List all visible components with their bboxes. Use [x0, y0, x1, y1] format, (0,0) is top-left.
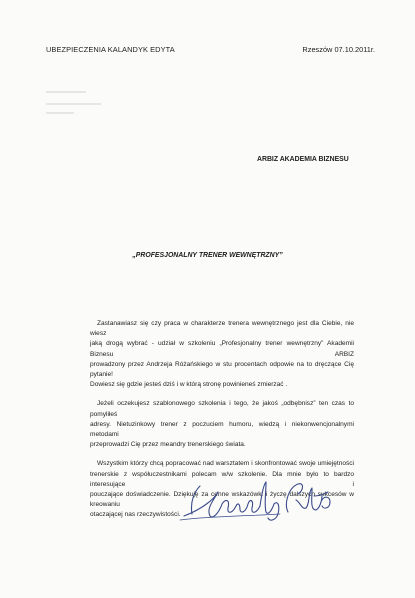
paragraph-1 — [90, 319, 354, 390]
text-line: Dowiesz się gdzie jesteś dziś i w którą stronę powinieneś zmierzać . — [90, 381, 288, 389]
text-line: przeprowadzi Cię przez meandry trenerskiego świata. — [90, 441, 246, 449]
text-line: otaczającej nas rzeczywistości. — [90, 511, 181, 519]
text-line: Wszystkim którzy chcą popracować nad warsztatem i skonfrontować swoje umiejętności — [97, 460, 354, 468]
text-line: adresy. Nietuzinkowy trener z poczuciem humoru, wiedzą i niekonwencjonalnymi metodami — [90, 420, 354, 439]
text-line: Jeżeli oczekujesz szablonowego szkolenia i tego, że jakoś „odbębnisz” ten czas to pomyliłeś — [90, 400, 354, 418]
faded-address-line — [46, 91, 86, 93]
text-line: Zastanawiasz się czy praca w charakterze trenera wewnętrznego jest dla Ciebie, nie wiesz — [90, 320, 354, 338]
letter-title: „PROFESJONALNY TRENER WEWNĘTRZNY” — [132, 252, 283, 259]
text-line: prowadzony przez Andrzeja Różańskiego w stu procentach odpowie na to dręczące Cię pytanie! — [90, 360, 354, 379]
faded-address-line — [46, 112, 74, 114]
recipient-name: ARBIZ AKADEMIA BIZNESU — [257, 156, 349, 163]
faded-address-line — [46, 103, 101, 105]
paragraph-2 — [90, 399, 354, 450]
text-line: trenerskie z współuczestnikami polecam w/w szkolenie. Dla mnie było to bardzo interesujące i — [90, 470, 354, 488]
sender-name: UBEZPIECZENIA KALANDYK EDYTA — [46, 45, 175, 54]
text-line: pouczające doświadczenie. Dziękuję za cenne wskazówki i życzę dalszych sukcesów w kreowaniu — [90, 491, 354, 509]
handwritten-signature — [170, 470, 340, 530]
text-line: jaką drogą wybrać - udział w szkoleniu „Profesjonalny trener wewnętrzny” Akademii Biznesu ARBIZ — [90, 340, 354, 358]
place-and-date: Rzeszów 07.10.2011r. — [302, 45, 375, 54]
